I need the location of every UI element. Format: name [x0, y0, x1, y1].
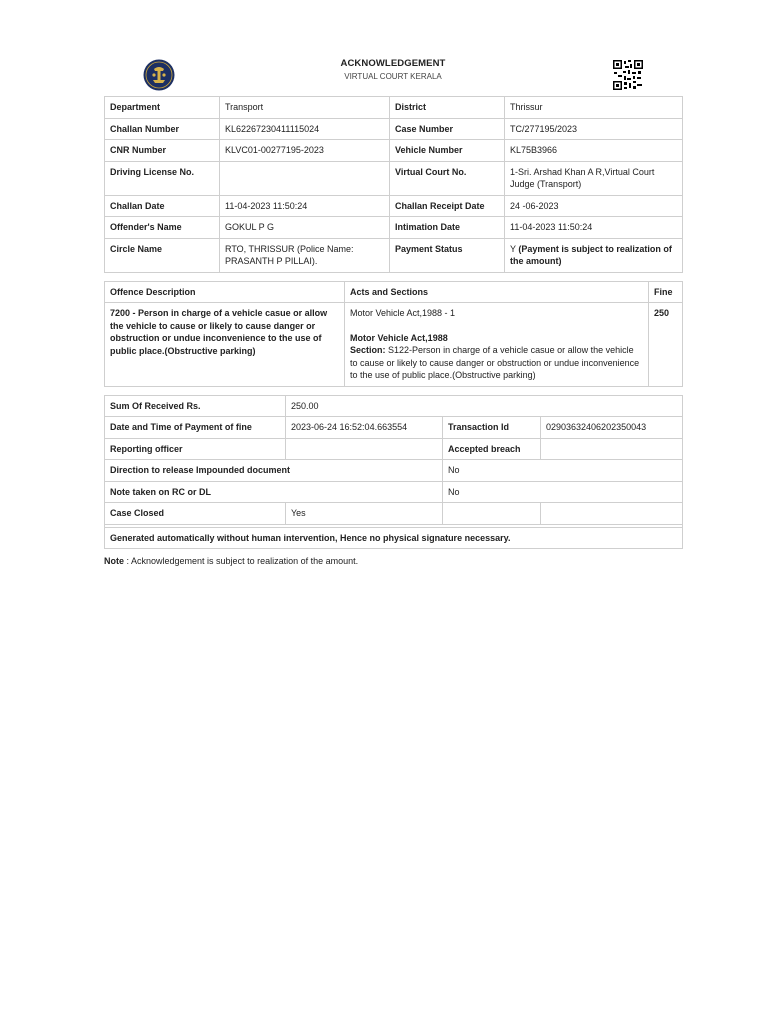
payment-datetime-value: 2023-06-24 16:52:04.663554 [286, 417, 443, 439]
direction-release-value: No [443, 460, 683, 482]
offence-table [104, 281, 683, 387]
table-row [105, 217, 683, 239]
payment-datetime-label: Date and Time of Payment of fine [105, 417, 286, 439]
acknowledgement-page [104, 0, 682, 566]
footer-note [104, 556, 682, 566]
fine-header: Fine [649, 281, 683, 303]
sum-received-label: Sum Of Received Rs. [105, 395, 286, 417]
act-title: Motor Vehicle Act,1988 [350, 332, 448, 343]
act-line: Motor Vehicle Act,1988 - 1 [350, 308, 456, 318]
cnr-value: KLVC01-00277195-2023 [220, 140, 390, 162]
case-number-value: TC/277195/2023 [505, 118, 683, 140]
receipt-date-label: Challan Receipt Date [390, 195, 505, 217]
circle-value: RTO, THRISSUR (Police Name: PRASANTH P PILLAI). [220, 238, 390, 272]
document-subtitle: VIRTUAL COURT KERALA [344, 72, 442, 81]
case-number-label: Case Number [390, 118, 505, 140]
empty-cell [541, 503, 683, 525]
document-title: ACKNOWLEDGEMENT [340, 58, 446, 69]
driving-license-label: Driving License No. [105, 161, 220, 195]
receipt-date-value: 24 -06-2023 [505, 195, 683, 217]
table-row [105, 438, 683, 460]
district-value: Thrissur [505, 97, 683, 119]
department-value: Transport [220, 97, 390, 119]
fine-value: 250 [649, 303, 683, 387]
challan-number-value: KL62267230411115024 [220, 118, 390, 140]
district-label: District [390, 97, 505, 119]
circle-label: Circle Name [105, 238, 220, 272]
intimation-label: Intimation Date [390, 217, 505, 239]
virtual-court-value: 1-Sri. Arshad Khan A R,Virtual Court Judge (Transport) [505, 161, 683, 195]
accepted-breach-label: Accepted breach [443, 438, 541, 460]
table-row [105, 460, 683, 482]
table-row [105, 195, 683, 217]
payment-status-value [505, 238, 683, 272]
note-rc-dl-label: Note taken on RC or DL [105, 481, 443, 503]
challan-details-table [104, 96, 683, 273]
offence-description: 7200 - Person in charge of a vehicle casue or allow the vehicle to cause or likely to cause danger or obstruction or undue inconvenience to the use of public place.(Obstructive parking) [105, 303, 345, 387]
intimation-value: 11-04-2023 11:50:24 [505, 217, 683, 239]
acts-sections-header: Acts and Sections [345, 281, 649, 303]
table-row [105, 140, 683, 162]
transaction-id-value: 02903632406202350043 [541, 417, 683, 439]
challan-number-label: Challan Number [105, 118, 220, 140]
department-label: Department [105, 97, 220, 119]
payment-status-label: Payment Status [390, 238, 505, 272]
reporting-officer-value [286, 438, 443, 460]
vehicle-number-label: Vehicle Number [390, 140, 505, 162]
table-row [105, 118, 683, 140]
section-label: Section: [350, 345, 386, 355]
payment-status-flag: Y [510, 243, 516, 254]
offender-label: Offender's Name [105, 217, 220, 239]
challan-date-label: Challan Date [105, 195, 220, 217]
note-label: Note [104, 556, 124, 566]
direction-release-label: Direction to release Impounded document [105, 460, 443, 482]
virtual-court-label: Virtual Court No. [390, 161, 505, 195]
qr-code-icon [613, 60, 643, 90]
offence-description-header: Offence Description [105, 281, 345, 303]
sum-received-value: 250.00 [286, 395, 683, 417]
note-text: : Acknowledgement is subject to realization of the amount. [124, 556, 359, 566]
reporting-officer-label: Reporting officer [105, 438, 286, 460]
payment-status-note: (Payment is subject to realization of the amount) [510, 243, 672, 266]
table-row [105, 161, 683, 195]
table-row [105, 481, 683, 503]
challan-date-value: 11-04-2023 11:50:24 [220, 195, 390, 217]
section-text: S122-Person in charge of a vehicle casue or allow the vehicle to cause or likely to cause danger or obstruction or undue inconvenience to the use of public place.(Obstructive parking) [350, 345, 640, 380]
case-closed-label: Case Closed [105, 503, 286, 525]
note-rc-dl-value: No [443, 481, 683, 503]
driving-license-value [220, 161, 390, 195]
header [104, 0, 682, 96]
table-header-row [105, 281, 683, 303]
payment-table [104, 395, 683, 550]
table-row [105, 97, 683, 119]
empty-cell [443, 503, 541, 525]
case-closed-value: Yes [286, 503, 443, 525]
acts-sections-cell [345, 303, 649, 387]
table-row [105, 527, 683, 549]
table-row [105, 395, 683, 417]
table-row [105, 238, 683, 272]
transaction-id-label: Transaction Id [443, 417, 541, 439]
table-row [105, 503, 683, 525]
table-row [105, 417, 683, 439]
generated-notice: Generated automatically without human intervention, Hence no physical signature necessary. [105, 527, 683, 549]
cnr-label: CNR Number [105, 140, 220, 162]
table-row [105, 303, 683, 387]
vehicle-number-value: KL75B3966 [505, 140, 683, 162]
accepted-breach-value [541, 438, 683, 460]
offender-value: GOKUL P G [220, 217, 390, 239]
